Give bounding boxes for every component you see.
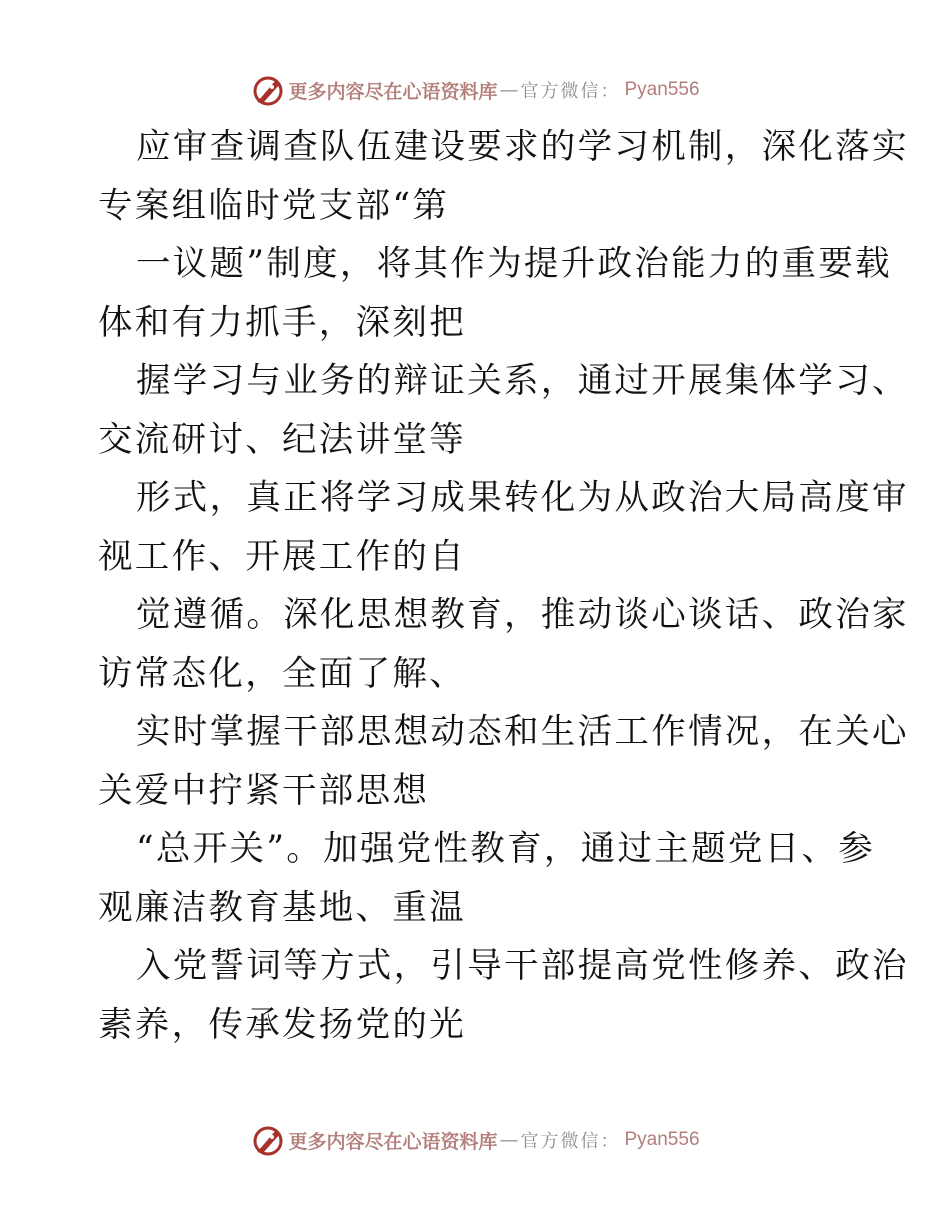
body-line: 形式，真正将学习成果转化为从政治大局高度审	[136, 478, 909, 518]
watermark-wechat-id: Pyan556	[624, 79, 700, 100]
body-line: 交流研讨、纪法讲堂等	[98, 419, 466, 460]
watermark-dash: —	[499, 79, 519, 101]
body-line: 握学习与业务的辩证关系，通过开展集体学习、	[136, 361, 909, 401]
body-line: 应审查调查队伍建设要求的学习机制，深化落实	[136, 127, 909, 167]
body-line: 素养，传承发扬党的光	[98, 1004, 466, 1045]
pen-nib-logo-icon	[250, 1122, 286, 1158]
header-watermark	[0, 70, 950, 110]
body-line: 实时掌握干部思想动态和生活工作情况，在关心	[136, 712, 909, 752]
body-line: 专案组临时党支部“第	[98, 185, 450, 226]
footer-watermark	[0, 1120, 950, 1160]
body-line: 视工作、开展工作的自	[98, 536, 466, 577]
body-line: 关爱中拧紧干部思想	[98, 770, 430, 811]
watermark-main-text: 更多内容尽在心语资料库	[288, 80, 498, 103]
body-line: 一议题”制度，将其作为提升政治能力的重要载	[136, 244, 892, 284]
watermark-sub-text: 官方微信	[520, 81, 601, 102]
body-line: 入党誓词等方式，引导干部提高党性修养、政治	[136, 946, 909, 986]
watermark-colon: ：	[600, 1131, 619, 1152]
watermark-dash: —	[499, 1129, 519, 1151]
body-line: “总开关”。加强党性教育，通过主题党日、参	[136, 829, 876, 869]
watermark-wechat-id: Pyan556	[624, 1129, 700, 1150]
body-line: 体和有力抓手，深刻把	[98, 302, 466, 343]
body-line: 观廉洁教育基地、重温	[98, 887, 466, 928]
body-line: 访常态化，全面了解、	[98, 653, 466, 694]
watermark-colon: ：	[600, 81, 619, 102]
document-body	[98, 118, 909, 1054]
pen-nib-logo-icon	[250, 72, 286, 108]
body-line: 觉遵循。深化思想教育，推动谈心谈话、政治家	[136, 595, 909, 635]
watermark-main-text: 更多内容尽在心语资料库	[288, 1130, 498, 1153]
watermark-sub-text: 官方微信	[520, 1131, 601, 1152]
